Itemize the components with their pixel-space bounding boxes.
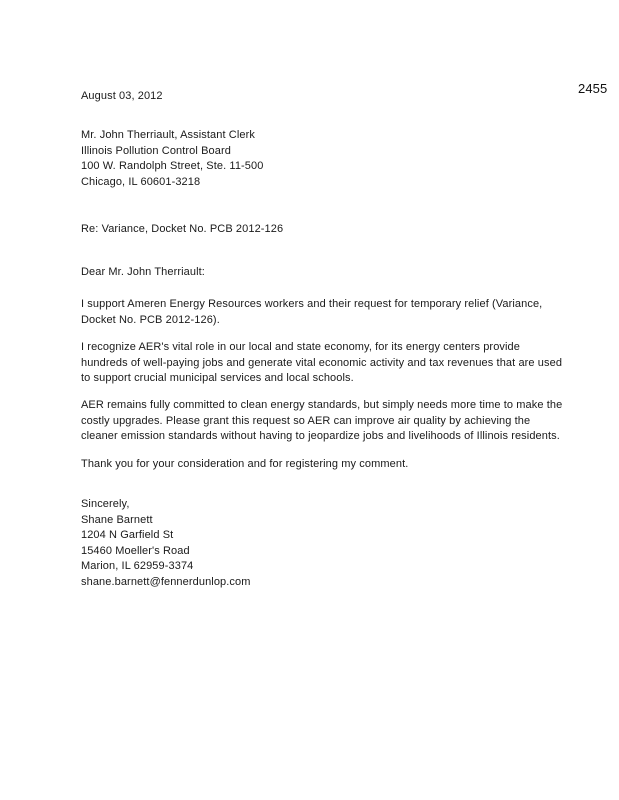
sender-address-2: 15460 Moeller's Road	[81, 544, 190, 557]
recipient-organization: Illinois Pollution Control Board	[81, 144, 231, 157]
body-paragraph-3: AER remains fully committed to clean energy standards, but simply needs more time to make the costly upgrades. Please grant this request so AER can improve air quality by achieving the cleaner emission standards without having to jeopardize jobs and livelihoods of Illinois residents.	[81, 399, 563, 442]
page-number: 2455	[578, 81, 608, 96]
recipient-city: Chicago, IL 60601-3218	[81, 175, 201, 188]
sender-address-1: 1204 N Garfield St	[81, 529, 174, 541]
signature-block	[81, 497, 251, 590]
body-paragraph-2: I recognize AER's vital role in our local and state economy, for its energy centers provide hundreds of well-paying jobs and generate vital economic activity and tax revenues that are used to support crucial municipal services and local schools.	[81, 341, 563, 384]
salutation: Dear Mr. John Therriault:	[81, 266, 205, 278]
sender-email: shane.barnett@fennerdunlop.com	[81, 575, 251, 588]
recipient-street: 100 W. Randolph Street, Ste. 11-500	[81, 160, 264, 172]
subject-line: Re: Variance, Docket No. PCB 2012-126	[81, 223, 284, 235]
recipient-address-block	[81, 128, 263, 190]
recipient-name: Mr. John Therriault, Assistant Clerk	[81, 129, 255, 141]
sender-name: Shane Barnett	[81, 513, 153, 526]
body-paragraph-1: I support Ameren Energy Resources workers and their request for temporary relief (Variance, Docket No. PCB 2012-126).	[81, 298, 543, 326]
sender-city: Marion, IL 62959-3374	[81, 560, 194, 572]
body-paragraph-4: Thank you for your consideration and for registering my comment.	[81, 458, 409, 470]
letter-date: August 03, 2012	[81, 90, 163, 102]
valediction: Sincerely,	[81, 498, 130, 510]
